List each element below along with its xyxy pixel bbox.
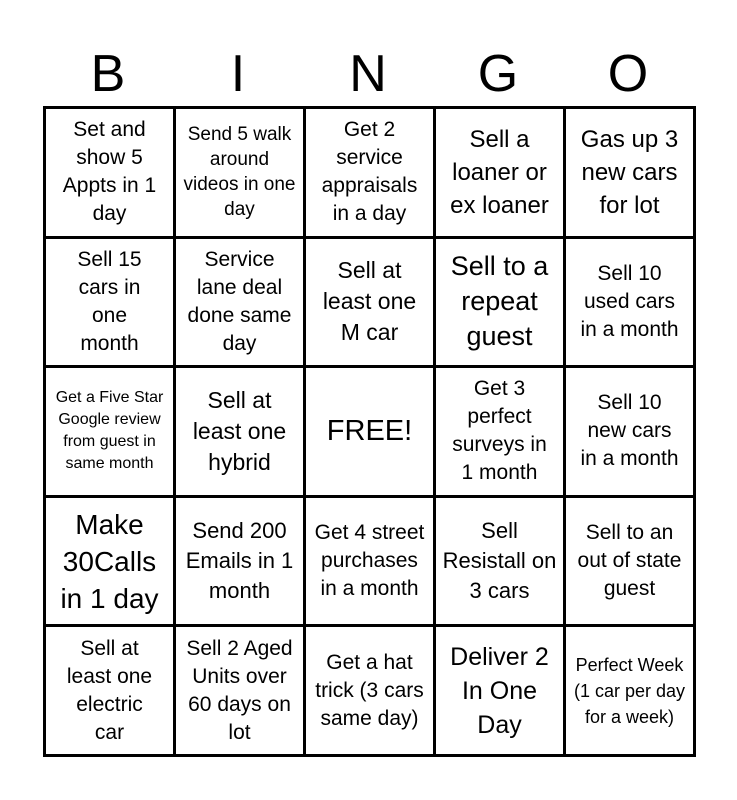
bingo-cell-text: Sell Resistall on 3 cars bbox=[442, 518, 557, 604]
bingo-cell[interactable] bbox=[436, 627, 563, 754]
bingo-cell[interactable] bbox=[566, 109, 693, 236]
bingo-cell-text: Get a Five Star Google review from guest in same month bbox=[55, 389, 164, 473]
bingo-cell[interactable] bbox=[436, 109, 563, 236]
bingo-cell-text: Get a hat trick (3 cars same day) bbox=[315, 650, 424, 730]
bingo-cell-text: Gas up 3 new cars for lot bbox=[580, 125, 679, 219]
bingo-cell[interactable] bbox=[306, 109, 433, 236]
bingo-cell[interactable] bbox=[566, 627, 693, 754]
bingo-cell-text: Get 4 street purchases in a month bbox=[314, 521, 425, 601]
header-letter-n: N bbox=[349, 45, 387, 103]
bingo-cell[interactable] bbox=[566, 368, 693, 495]
bingo-cell[interactable] bbox=[176, 368, 303, 495]
header-letter-g: G bbox=[477, 45, 519, 103]
bingo-cell[interactable] bbox=[176, 498, 303, 625]
bingo-header bbox=[43, 42, 693, 106]
bingo-cell[interactable] bbox=[306, 239, 433, 366]
bingo-cell[interactable] bbox=[176, 239, 303, 366]
bingo-cell-text: Sell at least one hybrid bbox=[192, 386, 287, 475]
bingo-cell-text: Sell at least one M car bbox=[322, 257, 417, 346]
bingo-cell[interactable] bbox=[46, 498, 173, 625]
bingo-cell[interactable] bbox=[46, 627, 173, 754]
bingo-cell-text: Sell a loaner or ex loaner bbox=[450, 125, 549, 219]
bingo-cell-text: Send 200 Emails in 1 month bbox=[185, 518, 294, 604]
bingo-cell[interactable] bbox=[306, 498, 433, 625]
bingo-cell-text: Sell to a repeat guest bbox=[450, 251, 549, 352]
bingo-cell-text: Sell at least one electric car bbox=[66, 636, 153, 744]
free-space-label: FREE! bbox=[326, 414, 413, 447]
bingo-cell[interactable] bbox=[176, 109, 303, 236]
bingo-cell-free[interactable] bbox=[306, 368, 433, 495]
bingo-board bbox=[43, 106, 696, 757]
bingo-cell-text: Get 3 perfect surveys in 1 month bbox=[452, 377, 547, 485]
bingo-cell-text: Make 30Calls in 1 day bbox=[60, 508, 159, 614]
bingo-cell-text: Send 5 walk around videos in one day bbox=[183, 124, 296, 221]
bingo-cell-text: Perfect Week (1 car per day for a week) bbox=[573, 654, 686, 727]
bingo-cell-text: Sell 2 Aged Units over 60 days on lot bbox=[186, 636, 293, 744]
bingo-cell-text: Sell 15 cars in one month bbox=[77, 247, 142, 355]
bingo-cell-text: Sell to an out of state guest bbox=[577, 521, 682, 601]
bingo-cell-text: Service lane deal done same day bbox=[187, 247, 292, 355]
bingo-cell-text: Deliver 2 In One Day bbox=[450, 642, 549, 739]
header-letter-o: O bbox=[607, 45, 649, 103]
bingo-cell[interactable] bbox=[176, 627, 303, 754]
bingo-cell[interactable] bbox=[436, 498, 563, 625]
bingo-cell-text: Get 2 service appraisals in a day bbox=[321, 118, 418, 226]
bingo-cell[interactable] bbox=[436, 368, 563, 495]
bingo-cell[interactable] bbox=[46, 109, 173, 236]
header-letter-b: B bbox=[90, 45, 126, 103]
bingo-cell[interactable] bbox=[306, 627, 433, 754]
header-letter-i: I bbox=[230, 45, 246, 103]
bingo-cell-text: Sell 10 new cars in a month bbox=[580, 391, 679, 471]
bingo-cell[interactable] bbox=[566, 498, 693, 625]
bingo-cell[interactable] bbox=[566, 239, 693, 366]
bingo-cell[interactable] bbox=[46, 368, 173, 495]
bingo-cell-text: Sell 10 used cars in a month bbox=[580, 261, 679, 341]
bingo-cell[interactable] bbox=[46, 239, 173, 366]
bingo-cell-text: Set and show 5 Appts in 1 day bbox=[62, 118, 157, 226]
bingo-cell[interactable] bbox=[436, 239, 563, 366]
